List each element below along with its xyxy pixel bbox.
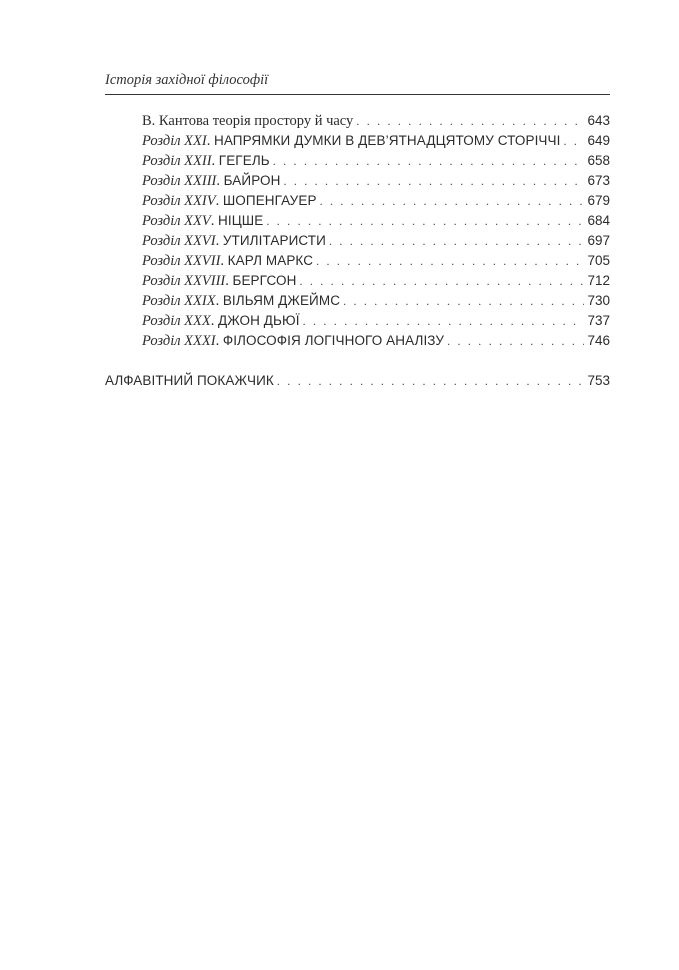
chapter-prefix: Розділ XXVII — [142, 253, 221, 269]
toc-entry-title: ВІЛЬЯМ ДЖЕЙМС — [222, 293, 341, 308]
toc-entry-page: 684 — [587, 213, 610, 228]
toc-entry-title: НІЦШЕ — [218, 213, 264, 228]
toc-entry-title: БАЙРОН — [223, 173, 281, 188]
toc-entry[interactable]: Розділ XXIII. БАЙРОН . . . 673 — [142, 171, 610, 191]
toc-entry-title: НАПРЯМКИ ДУМКИ В ДЕВ’ЯТНАДЦЯТОМУ СТОРІЧЧІ — [213, 133, 561, 148]
toc-entry[interactable]: Розділ XXX. ДЖОН ДЬЮЇ . . . 737 — [142, 311, 610, 331]
chapter-prefix: Розділ XXIII — [142, 173, 217, 189]
leader-dots — [343, 291, 584, 311]
running-header — [105, 70, 610, 95]
toc-entry[interactable]: Розділ XXI. НАПРЯМКИ ДУМКИ В ДЕВ’ЯТНАДЦЯТОМУ СТОРІЧЧІ . . . 649 — [142, 131, 610, 151]
toc-entry-page: 712 — [587, 273, 610, 288]
toc-entry-page: 658 — [587, 153, 610, 168]
toc-entry[interactable]: Розділ XXIV. ШОПЕНГАУЕР . . . 679 — [142, 191, 610, 211]
toc-entry-title: КАРЛ МАРКС — [227, 253, 314, 268]
toc-entry-title: ФІЛОСОФІЯ ЛОГІЧНОГО АНАЛІЗУ — [222, 333, 445, 348]
toc-entry-title: АЛФАВІТНИЙ ПОКАЖЧИК — [105, 373, 274, 388]
toc-entry-page: 730 — [587, 293, 610, 308]
toc-entry[interactable]: Розділ XXVI. УТИЛІТАРИСТИ . . . 697 — [142, 231, 610, 251]
leader-dots — [277, 371, 585, 391]
toc-entry[interactable]: Розділ XXXI. ФІЛОСОФІЯ ЛОГІЧНОГО АНАЛІЗУ . . . 746 — [142, 331, 610, 351]
leader-dots — [329, 231, 585, 251]
toc-entry[interactable]: Розділ XXV. НІЦШЕ . . . 684 — [142, 211, 610, 231]
toc-entry-title: ДЖОН ДЬЮЇ — [218, 313, 300, 328]
toc-entry-page: 753 — [587, 373, 610, 388]
toc-entry-title: В. Кантова теорія простору й часу — [142, 113, 354, 129]
toc-entry[interactable]: Розділ XXVIII. БЕРГСОН . . . 712 — [142, 271, 610, 291]
toc-entry-page: 679 — [587, 193, 610, 208]
running-header-title: Історія західної філософії — [105, 72, 269, 88]
leader-dots — [299, 271, 584, 291]
leader-dots — [303, 311, 585, 331]
chapter-prefix: Розділ XXIV — [142, 193, 216, 209]
leader-dots — [273, 151, 585, 171]
toc-entry-page: 649 — [587, 133, 610, 148]
toc-entry-title: УТИЛІТАРИСТИ — [222, 233, 326, 248]
chapter-prefix: Розділ XXXI — [142, 333, 216, 349]
toc-entry-page: 705 — [587, 253, 610, 268]
leader-dots — [283, 171, 584, 191]
leader-dots — [266, 211, 584, 231]
toc-entry[interactable] — [142, 111, 610, 131]
chapter-prefix: Розділ XXIX — [142, 293, 216, 309]
toc-entry-title: БЕРГСОН — [232, 273, 297, 288]
chapter-prefix: Розділ XXVIII — [142, 273, 226, 289]
chapter-prefix: Розділ XXX — [142, 313, 211, 329]
chapter-prefix: Розділ XXVI — [142, 233, 216, 249]
toc-entry-page: 737 — [587, 313, 610, 328]
toc-entry[interactable]: Розділ XXIX. ВІЛЬЯМ ДЖЕЙМС . . . 730 — [142, 291, 610, 311]
chapter-prefix: Розділ XXV — [142, 213, 211, 229]
chapter-prefix: Розділ XXII — [142, 153, 212, 169]
toc-entry[interactable]: Розділ XXVII. КАРЛ МАРКС . . . 705 — [142, 251, 610, 271]
chapter-prefix: Розділ XXI — [142, 133, 207, 149]
toc-entry-page: 643 — [587, 113, 610, 128]
toc-entry-page: 697 — [587, 233, 610, 248]
toc-entry-title: ГЕГЕЛЬ — [218, 153, 270, 168]
toc-entry-title: ШОПЕНГАУЕР — [222, 193, 317, 208]
leader-dots — [316, 251, 584, 271]
toc-entry-page: 673 — [587, 173, 610, 188]
leader-dots — [320, 191, 585, 211]
leader-dots — [356, 111, 584, 131]
toc-entry[interactable]: Розділ XXII. ГЕГЕЛЬ . . . 658 — [142, 151, 610, 171]
leader-dots — [447, 331, 584, 351]
leader-dots — [563, 131, 584, 151]
toc-index-entry[interactable] — [105, 371, 610, 391]
toc-entry-page: 746 — [587, 333, 610, 348]
